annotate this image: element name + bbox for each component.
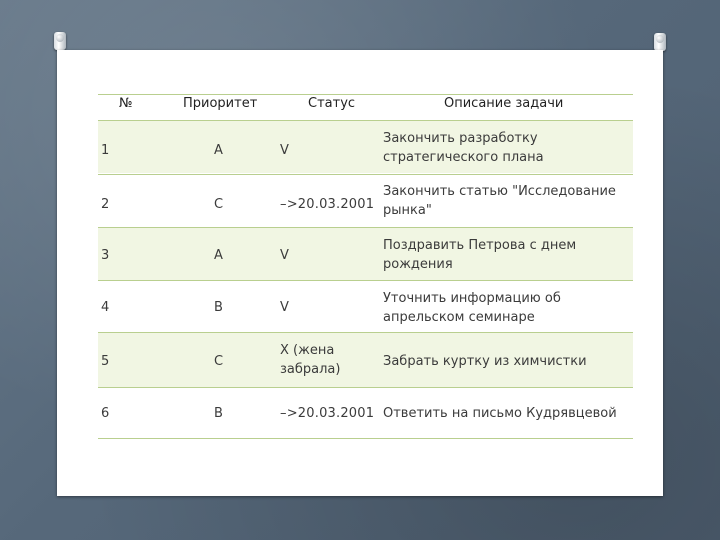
row-4-description: Уточнить информацию об апрельском семинаре <box>383 291 561 325</box>
row-3-status: V <box>280 248 289 263</box>
row-5-description: Забрать куртку из химчистки <box>383 354 587 369</box>
row-3-priority: A <box>214 248 223 263</box>
row-1-description: Закончить разработку стратегического плана <box>383 131 544 165</box>
row-5-number: 5 <box>101 354 110 369</box>
row-5-priority: C <box>214 354 224 369</box>
row-divider-4 <box>98 332 633 333</box>
header-description: Описание задачи <box>444 96 564 111</box>
table-top-rule <box>98 94 633 95</box>
header-status: Статус <box>308 96 356 111</box>
table-bottom-rule <box>98 438 633 439</box>
row-band-1 <box>98 121 633 173</box>
header-number: № <box>119 96 133 111</box>
pushpin-icon-left <box>54 32 66 50</box>
row-3-description: Поздравить Петрова с днем рождения <box>383 238 577 272</box>
row-4-number: 4 <box>101 300 110 315</box>
row-divider-3 <box>98 280 633 281</box>
row-divider-1 <box>98 174 633 175</box>
row-divider-2 <box>98 227 633 228</box>
row-5-status: X (жена забрала) <box>280 343 341 377</box>
row-1-priority: A <box>214 143 223 158</box>
row-6-status: –>20.03.2001 <box>280 406 375 421</box>
row-1-status: V <box>280 143 289 158</box>
row-4-status: V <box>280 300 289 315</box>
row-1-number: 1 <box>101 143 110 158</box>
row-3-number: 3 <box>101 248 110 263</box>
row-divider-5 <box>98 387 633 388</box>
row-2-number: 2 <box>101 197 110 212</box>
header-priority: Приоритет <box>183 96 258 111</box>
row-6-priority: B <box>214 406 223 421</box>
row-2-priority: C <box>214 197 224 212</box>
pushpin-icon-right <box>654 33 666 51</box>
row-4-priority: B <box>214 300 223 315</box>
row-2-status: –>20.03.2001 <box>280 197 375 212</box>
row-6-number: 6 <box>101 406 110 421</box>
row-2-description: Закончить статью "Исследование рынка" <box>383 184 616 218</box>
row-6-description: Ответить на письмо Кудрявцевой <box>383 406 617 421</box>
